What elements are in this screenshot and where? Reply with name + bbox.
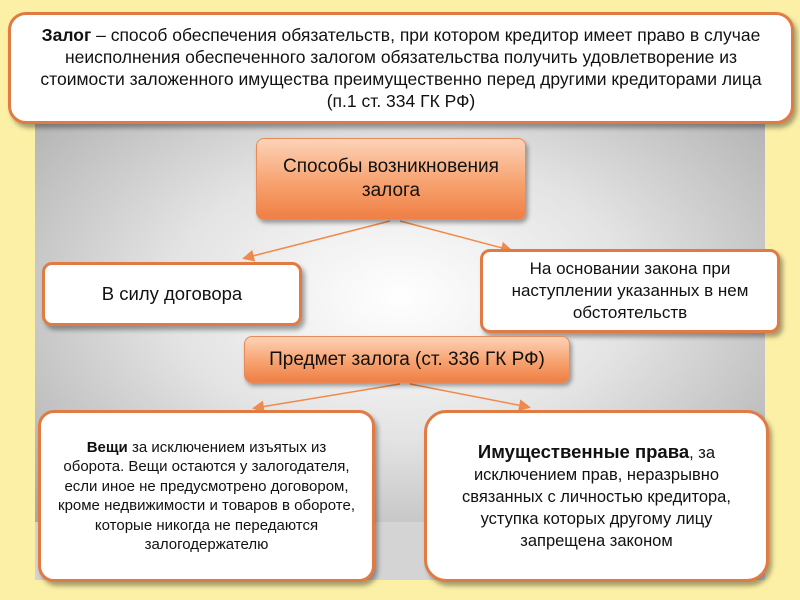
by-contract-label: В силу договора	[101, 283, 243, 304]
rights-body: , за исключением прав, неразрывно связанных с личностью кредитора, уступка которых другому лицу запрещена законом	[462, 443, 731, 550]
arrow-to-contract	[245, 221, 390, 258]
things-text	[57, 438, 356, 555]
rights-text	[449, 441, 744, 552]
subject-box	[244, 336, 570, 383]
by-contract-box	[42, 262, 302, 326]
definition-box	[8, 12, 794, 124]
definition-text	[25, 24, 777, 112]
subject-title: Предмет залога (ст. 336 ГК РФ)	[269, 349, 545, 370]
rights-box	[424, 410, 769, 582]
arrow-to-rights	[410, 384, 528, 407]
methods-box	[256, 138, 526, 220]
by-law-label: На основании закона при наступлении указанных в нем обстоятельств	[511, 259, 749, 322]
definition-term: Залог	[41, 25, 92, 45]
rights-lead: Имущественные права	[477, 440, 690, 462]
definition-body: – способ обеспечения обязательств, при котором кредитор имеет право в случае неисполнения обеспеченного залогом обязательства получить удовлетворение из стоимости заложенного имущества преимущественно перед другими кредиторами лица (п.1 ст. 334 ГК РФ)	[40, 25, 762, 111]
things-body: за исключением изъятых из оборота. Вещи остаются у залогодателя, если иное не предусмотрено договором, кроме недвижимости и товаров в обороте, которые никогда не передаются залогодержателю	[58, 438, 355, 553]
arrow-to-things	[255, 384, 400, 408]
arrow-to-law	[400, 221, 510, 250]
methods-title: Способы возникновения залога	[283, 156, 499, 201]
by-law-box	[480, 249, 780, 333]
things-box	[38, 410, 375, 582]
things-lead: Вещи	[86, 438, 128, 456]
